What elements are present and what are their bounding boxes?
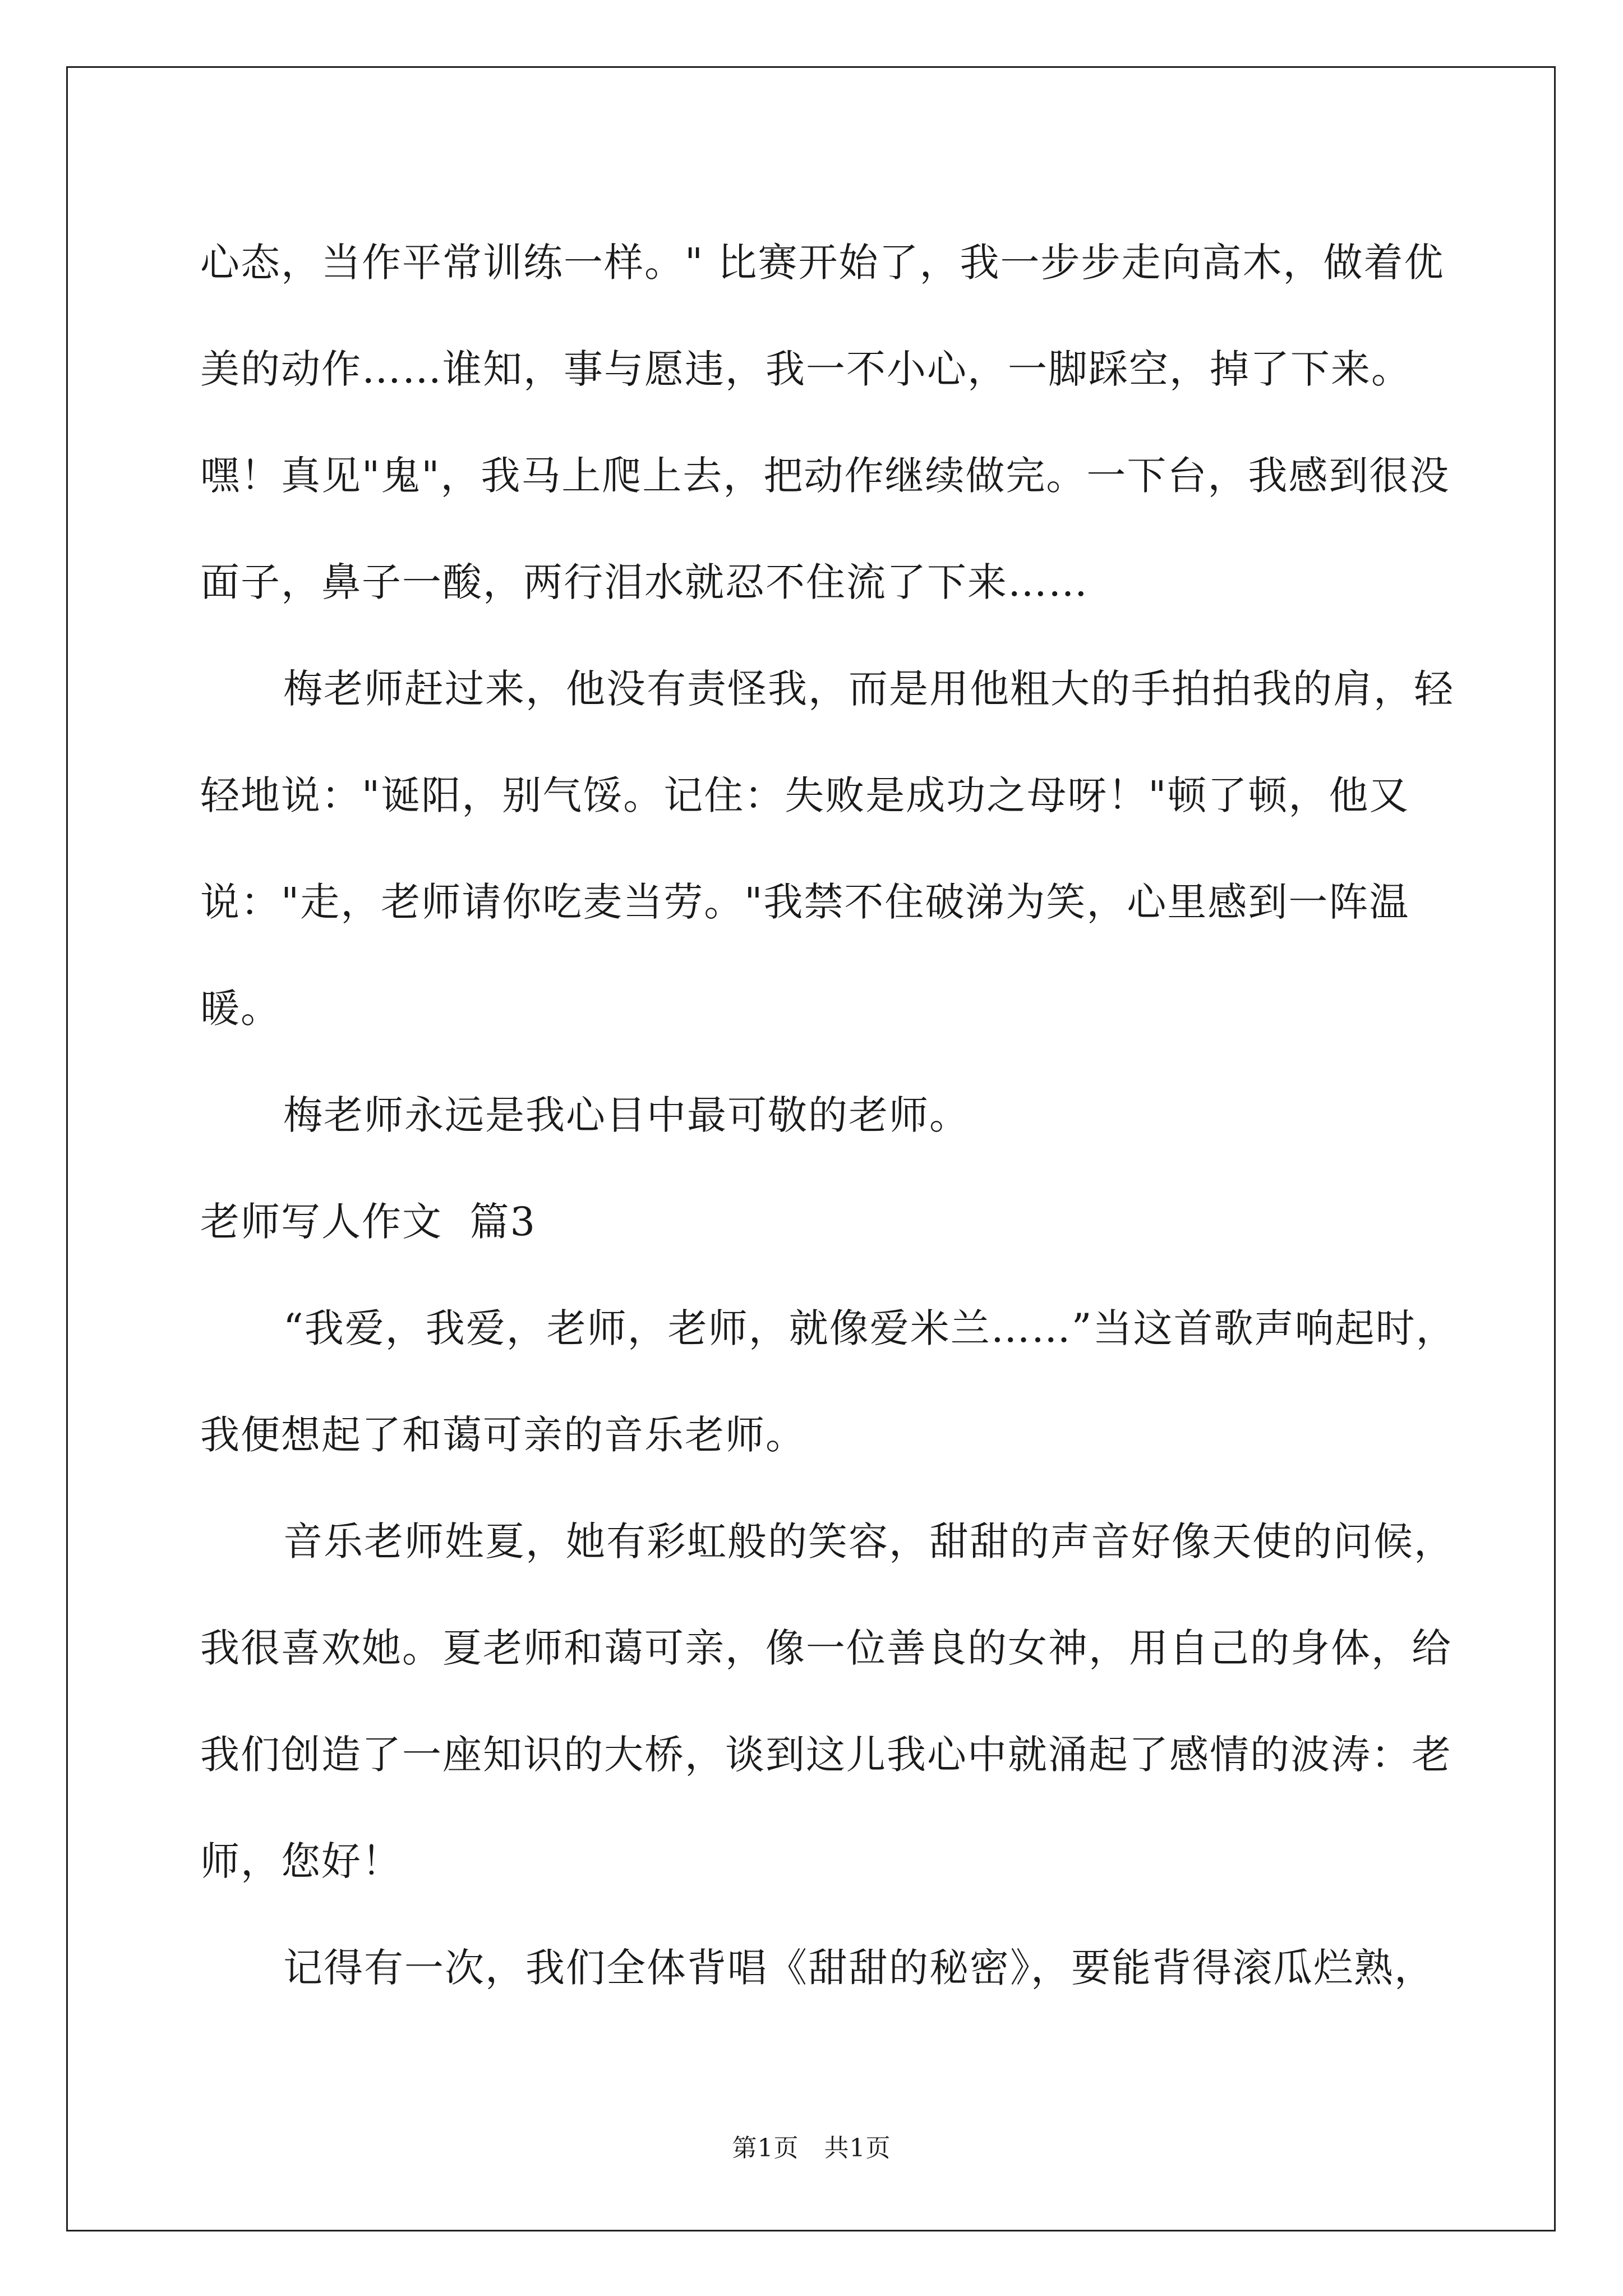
paragraph-6: 记得有一次，我们全体背唱《甜甜的秘密》，要能背得滚瓜烂熟， (283, 1945, 1435, 1991)
page-footer (0, 2132, 1623, 2165)
page-number-label: 第1页 共1页 (732, 2134, 891, 2162)
document-body (200, 209, 1484, 2021)
section-heading: 老师写人作文 篇3 (200, 1199, 537, 1245)
paragraph-5: 音乐老师姓夏，她有彩虹般的笑容，甜甜的声音好像天使的问候，我很喜欢她。夏老师和蔼可亲，像一位善良的女神，用自己的身体，给我们创造了一座知识的大桥，谈到这儿我心中就涌起了感情的波涛：老师，您好！ (200, 1519, 1454, 1884)
paragraph-3: 梅老师永远是我心目中最可敬的老师。 (283, 1092, 970, 1138)
paragraph-1: 心态，当作平常训练一样。" 比赛开始了，我一步步走向高木，做着优美的动作……谁知，事与愿违，我一不小心，一脚踩空，掉了下来。嘿！真见"鬼"，我马上爬上去，把动作继续做完。一下台，我感到很没面子，鼻子一酸，两行泪水就忍不住流了下来…… (200, 240, 1450, 605)
paragraph-4: “我爱，我爱，老师，老师，就像爱米兰……”当这首歌声响起时，我便想起了和蔼可亲的音乐老师。 (200, 1305, 1456, 1458)
paragraph-2: 梅老师赶过来，他没有责怪我，而是用他粗大的手拍拍我的肩，轻轻地说："诞阳，别气馁。记住：失败是成功之母呀！"顿了顿，他又说："走，老师请你吃麦当劳。"我禁不住破涕为笑，心里感到一阵温暖。 (200, 666, 1454, 1032)
